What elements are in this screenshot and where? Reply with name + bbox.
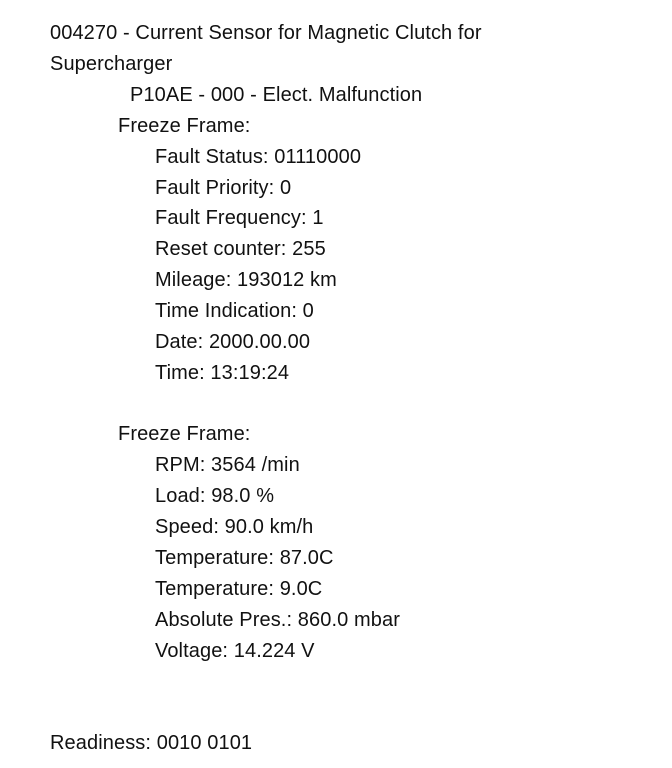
freeze-frame-2-label: Freeze Frame: (118, 423, 251, 445)
freeze-frame-1-item: Fault Status: 01110000 (155, 146, 362, 168)
freeze-frame-1-item: Fault Priority: 0 (155, 177, 292, 199)
fault-title-line-1: 004270 - Current Sensor for Magnetic Clutch for (50, 22, 482, 44)
fault-title-line-2: Supercharger (50, 53, 173, 75)
freeze-frame-1-item: Fault Frequency: 1 (155, 207, 324, 229)
freeze-frame-2-item: Load: 98.0 % (155, 485, 275, 507)
freeze-frame-2-item: Temperature: 9.0C (155, 578, 323, 600)
freeze-frame-1-item: Mileage: 193012 km (155, 269, 337, 291)
freeze-frame-2-item: Temperature: 87.0C (155, 547, 334, 569)
freeze-frame-2-item: Absolute Pres.: 860.0 mbar (155, 609, 400, 631)
freeze-frame-1-item: Reset counter: 255 (155, 238, 326, 260)
fault-code: P10AE - 000 - Elect. Malfunction (130, 84, 423, 106)
freeze-frame-2-item: RPM: 3564 /min (155, 454, 300, 476)
freeze-frame-1-item: Time Indication: 0 (155, 300, 314, 322)
freeze-frame-1-label: Freeze Frame: (118, 115, 251, 137)
freeze-frame-1-item: Time: 13:19:24 (155, 362, 290, 384)
freeze-frame-2-item: Voltage: 14.224 V (155, 640, 315, 662)
freeze-frame-2-item: Speed: 90.0 km/h (155, 516, 314, 538)
freeze-frame-1-item: Date: 2000.00.00 (155, 331, 311, 353)
readiness-line: Readiness: 0010 0101 (50, 732, 253, 754)
